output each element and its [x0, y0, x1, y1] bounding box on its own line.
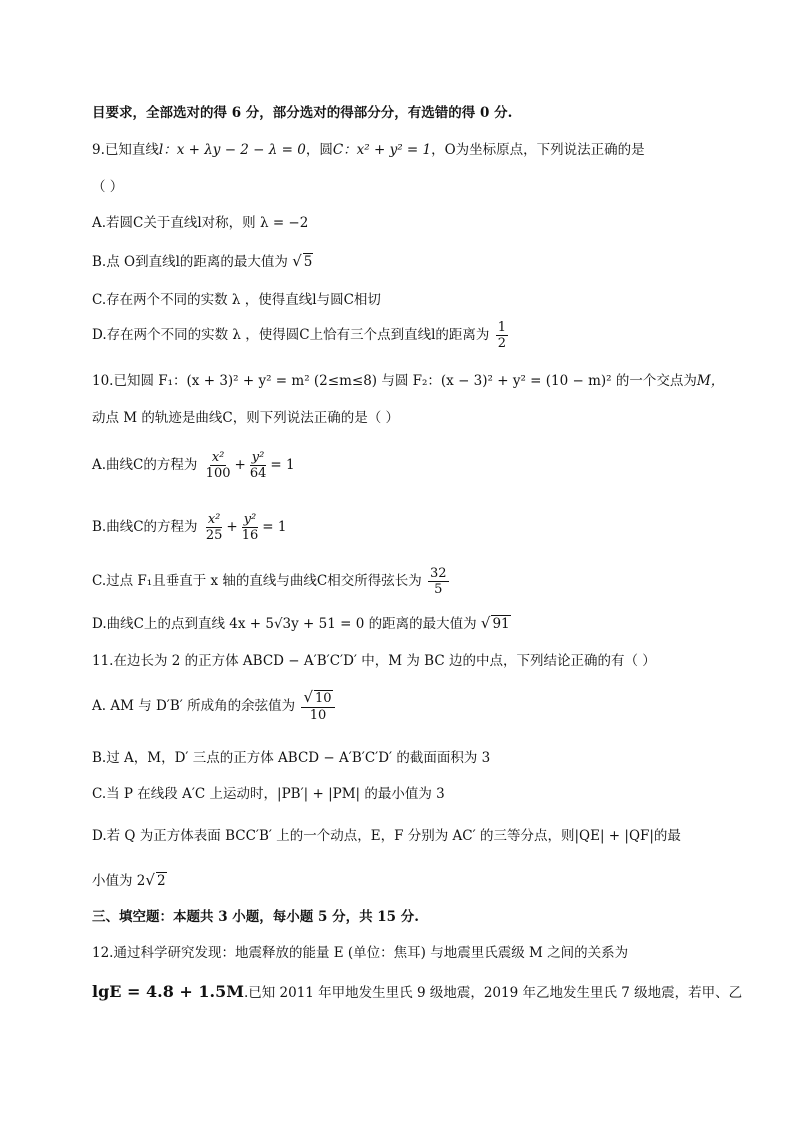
q9-line-equation: l：x + λy − 2 − λ = 0 — [158, 142, 306, 158]
q10-option-a-fraction-y — [248, 450, 269, 481]
q10-option-a: A.曲线C的方程为 $\frac{\text{x²}}{100}$ + $\frac{\text{y²}}{64}$ = 1 — [92, 450, 295, 481]
q10-option-a-fraction-x — [204, 450, 233, 481]
q9-circle-equation: C：x² + y² = 1 — [332, 142, 432, 158]
q9-option-b-radicand: 5 — [303, 254, 313, 270]
q11-option-d-radicand: 2 — [156, 873, 166, 889]
fraction-numerator: y² — [243, 512, 257, 527]
fraction-denominator: 100 — [205, 466, 231, 481]
q9-option-b — [92, 251, 313, 272]
q11-option-a-radicand: 10 — [315, 691, 332, 706]
q9-stem-prefix: 9.已知直线 — [92, 142, 159, 158]
q12-line2-tail: .已知 2011 年甲地发生里氏 9 级地震，2019 年乙地发生里氏 7 级地震，若甲、乙 — [243, 985, 743, 1001]
q10-option-a-equals: = 1 — [270, 457, 295, 473]
fraction-denominator: 25 — [205, 528, 223, 543]
q12-line2 — [92, 982, 742, 1003]
q12-line1: 12.通过科学研究发现：地震释放的能量 E (单位：焦耳) 与地震里氏震级 M 之间的关系为 — [92, 945, 629, 961]
q11-option-d-line2-text: 小值为 2 — [92, 873, 146, 889]
q11-option-c: C.当 P 在线段 A′C 上运动时，|PB′| + |PM| 的最小值为 3 — [92, 786, 445, 802]
q11-option-b: B.过 A，M，D′ 三点的正方体 ABCD − A′B′C′D′ 的截面面积为 3 — [92, 750, 491, 766]
q9-option-d — [92, 320, 510, 351]
fraction-denominator: 16 — [241, 528, 259, 543]
q11-option-d-line1: D.若 Q 为正方体表面 BCC′B′ 上的一个动点，E，F 分别为 AC′ 的三等分点，则|QE| + |QF|的最 — [92, 828, 681, 844]
sqrt-symbol: √ — [303, 688, 314, 706]
q11-option-a-text: A. AM 与 D′B′ 所成角的余弦值为 — [92, 698, 296, 714]
fraction-numerator: y² — [251, 450, 265, 465]
sqrt-symbol: √ — [145, 871, 155, 889]
fraction-numerator: 1 — [497, 320, 506, 335]
q10-option-c-fraction — [428, 566, 449, 597]
sqrt-symbol: √ — [480, 614, 491, 632]
q11-stem: 11.在边长为 2 的正方体 ABCD − A′B′C′D′ 中，M 为 BC 边的中点，下列结论正确的有（ ） — [92, 653, 656, 669]
fraction-denominator: 64 — [249, 466, 267, 481]
q10-stem-line1-point: M， — [696, 373, 725, 389]
q9-option-d-fraction — [496, 320, 508, 351]
header-note: 目要求，全部选对的得 6 分，部分选对的得部分分，有选错的得 0 分. — [92, 105, 513, 121]
q10-stem-line2: 动点 M 的轨迹是曲线C，则下列说法正确的是（ ） — [92, 410, 400, 426]
fraction-denominator: 2 — [497, 336, 506, 351]
q12-formula: lgE = 4.8 + 1.5M — [92, 982, 244, 1001]
q10-option-d-radicand: 91 — [492, 616, 510, 632]
q10-option-b-fraction-x — [204, 512, 225, 543]
q11-option-d-line2 — [92, 870, 167, 891]
q9-option-c: C.存在两个不同的实数 λ ，使得直线l与圆C相切 — [92, 292, 381, 308]
fraction-denominator: 5 — [434, 582, 443, 597]
q10-option-d-text: D.曲线C上的点到直线 4x + 5√3y + 51 = 0 的距离的最大值为 — [92, 616, 477, 632]
fraction-numerator: x² — [211, 450, 225, 465]
q9-option-b-text: B.点 O到直线l的距离的最大值为 — [92, 254, 288, 270]
q9-option-d-text: D.存在两个不同的实数 λ ，使得圆C上恰有三个点到直线l的距离为 — [92, 327, 490, 343]
q10-option-c — [92, 566, 451, 597]
q10-option-b-text: B.曲线C的方程为 — [92, 519, 198, 535]
fraction-numerator: 32 — [430, 566, 447, 581]
q10-option-a-text: A.曲线C的方程为 — [92, 457, 198, 473]
q10-option-c-text: C.过点 F₁且垂直于 x 轴的直线与曲线C相交所得弦长为 — [92, 573, 422, 589]
sqrt-symbol: √ — [292, 252, 302, 270]
fraction-denominator: 10 — [309, 708, 327, 723]
q9-stem-tail: ，O为坐标原点，下列说法正确的是 — [431, 142, 645, 158]
q9-stem-mid: ，圆 — [305, 142, 333, 158]
section-3-heading: 三、填空题：本题共 3 小题，每小题 5 分，共 15 分. — [92, 909, 419, 925]
fraction-numerator: x² — [207, 512, 221, 527]
q9-answer-paren: （ ） — [92, 179, 124, 195]
q10-option-d — [92, 613, 511, 634]
q10-stem-line1 — [92, 371, 724, 391]
fraction-numerator — [301, 690, 334, 708]
q10-option-b-fraction-y — [240, 512, 261, 543]
q11-option-a-fraction — [301, 690, 334, 723]
q10-stem-line1-text: 10.已知圆 F₁：(x + 3)² + y² = m² (2≤m≤8) 与圆 F₂：(x − 3)² + y² = (10 − m)² 的一个交点为 — [92, 373, 697, 389]
q9-stem — [92, 140, 645, 160]
q10-option-b-equals: = 1 — [262, 519, 287, 535]
q10-option-b: B.曲线C的方程为 $\frac{\text{x²}}{25}$ + $\frac{\text{y²}}{16}$ = 1 — [92, 512, 287, 543]
q11-option-a — [92, 690, 337, 723]
q9-option-a: A.若圆C关于直线l对称，则 λ = −2 — [92, 215, 309, 231]
